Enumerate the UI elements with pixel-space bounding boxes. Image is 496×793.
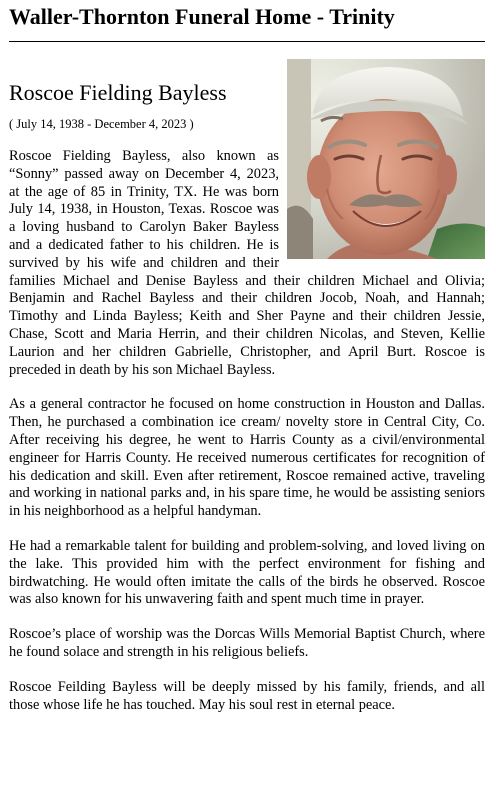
obituary-paragraph: He had a remarkable talent for building and problem-solving, and loved living on the lake. This provided him with the perfect environment for fishing and birdwatching. He would often imitate the calls of the birds he observed. Roscoe was also known for his unwavering faith and spent much time in prayer. — [9, 537, 485, 608]
deceased-name: Roscoe Fielding Bayless — [9, 80, 227, 105]
page — [9, 0, 485, 714]
site-title: Waller-Thornton Funeral Home - Trinity — [9, 4, 395, 29]
obituary-paragraph: Roscoe’s place of worship was the Dorcas Wills Memorial Baptist Church, where he found solace and strength in his religious beliefs. — [9, 626, 485, 660]
title-divider — [9, 41, 485, 42]
obituary-paragraph: As a general contractor he focused on home construction in Houston and Dallas. Then, he purchased a combination ice cream/ novelty store in Central City, Co. After receiving his degree, he went to Harris County as a civil/environmental engineer for Harris County. He received numerous certificates for recognition of his dedication and skill. Even after retirement, Roscoe remained active, traveling and working in national parks and, in his spare time, he would be assisting seniors in his neighborhood as a helpful handyman. — [9, 396, 485, 520]
obituary-paragraph: Roscoe Feilding Bayless will be deeply missed by his family, friends, and all those whose life he has touched. May his soul rest in eternal peace. — [9, 678, 485, 713]
obituary-paragraph: Roscoe Fielding Bayless, also known as “Sonny” passed away on December 4, 2023, at the age of 85 in Trinity, TX. He was born July 14, 1938, in Houston, Texas. Roscoe was a loving husband to Carolyn Baker Bayless and a dedicated father to his children. He is survived by his wife and children and their families Michael and Denise Bayless and their children Michael and Olivia; Benjamin and Rachel Bayless and their children Jocob, Noah, and Hannah; Timothy and Linda Bayless; Keith and Sher Payne and their children Jessie, Chase, Scott and Maria Herrin, and their children Nicolas, and Steven, Kellie Laurion and her children Gabrielle, Christopher, and April Burt. Roscoe is preceded in death by his son Michael Bayless. — [9, 148, 485, 378]
portrait-photo — [287, 59, 485, 259]
life-dates: ( July 14, 1938 - December 4, 2023 ) — [9, 117, 194, 131]
